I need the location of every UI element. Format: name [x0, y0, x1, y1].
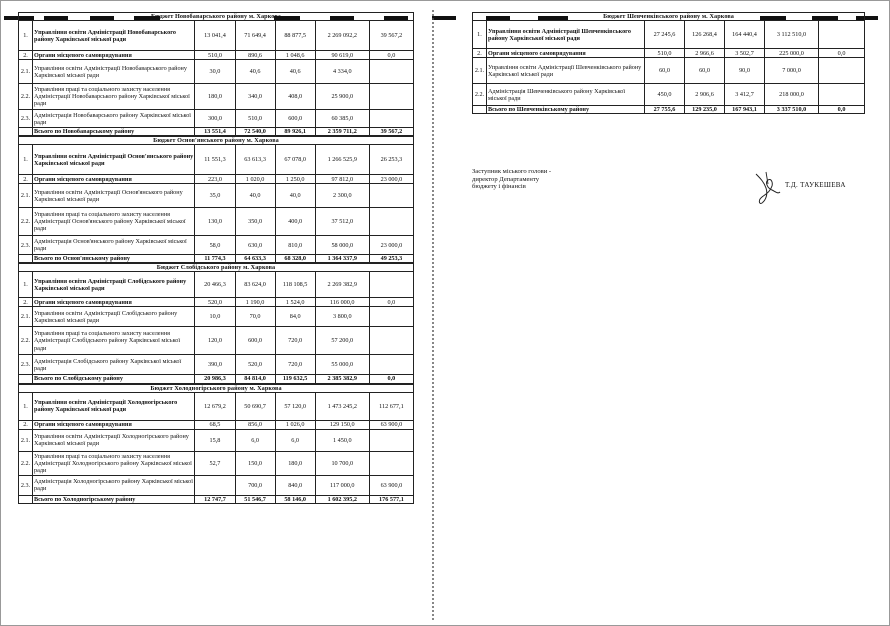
row-value-v4: 218 000,0	[765, 84, 819, 106]
row-value-v4: 117 000,0	[315, 475, 369, 495]
total-value-v5: 176 577,1	[369, 495, 413, 503]
row-value-v1: 450,0	[645, 84, 685, 106]
table-row	[19, 84, 414, 110]
row-value-v4: 2 269 382,9	[315, 272, 369, 298]
row-description: Адміністрація Основ'янського району Харківської міської ради	[33, 236, 195, 255]
budget-table	[18, 263, 414, 383]
position-line: бюджету і фінансів	[472, 183, 526, 191]
row-value-v2: 520,0	[235, 355, 275, 375]
left-page-tables	[18, 12, 414, 504]
total-value-v2: 72 540,0	[235, 128, 275, 136]
total-value-v1: 11 774,3	[195, 255, 235, 263]
row-number: 1.	[473, 21, 487, 49]
row-value-v3: 40,6	[275, 60, 315, 84]
row-value-v1	[195, 475, 235, 495]
row-value-v4: 97 812,0	[315, 175, 369, 184]
row-value-v2: 630,0	[235, 236, 275, 255]
row-description: Органи місцевого самоврядування	[33, 298, 195, 307]
signatory-name: Т.Д. ТАУКЕШЕВА	[785, 181, 846, 189]
row-value-v2: 340,0	[235, 84, 275, 110]
row-value-v3: 3 412,7	[725, 84, 765, 106]
total-number-cell	[473, 106, 487, 114]
row-number: 1.	[19, 145, 33, 175]
row-description: Управління освіти Адміністрації Холодногірського району Харківської міської ради	[33, 392, 195, 420]
total-description: Всього по Новобаварському району	[33, 128, 195, 136]
row-value-v1: 390,0	[195, 355, 235, 375]
row-value-v3: 400,0	[275, 208, 315, 236]
row-value-v1: 11 551,3	[195, 145, 235, 175]
total-value-v4: 1 364 337,9	[315, 255, 369, 263]
row-value-v5	[369, 429, 413, 451]
row-number: 2.	[19, 420, 33, 429]
row-number: 2.3.	[19, 236, 33, 255]
row-value-v3: 3 502,7	[725, 49, 765, 58]
total-value-v1: 13 551,4	[195, 128, 235, 136]
row-value-v3: 600,0	[275, 110, 315, 128]
budget-table	[18, 384, 414, 504]
row-value-v5: 112 677,1	[369, 392, 413, 420]
row-value-v5	[369, 307, 413, 327]
total-value-v2: 51 546,7	[235, 495, 275, 503]
signatory-position	[472, 168, 622, 191]
section-title-row	[19, 137, 414, 145]
row-value-v4: 1 473 245,2	[315, 392, 369, 420]
row-value-v3: 90,0	[725, 58, 765, 84]
row-description: Управління освіти Адміністрації Шевченківського району Харківської міської ради	[487, 58, 645, 84]
row-value-v3: 840,0	[275, 475, 315, 495]
total-value-v5: 39 567,2	[369, 128, 413, 136]
row-value-v1: 180,0	[195, 84, 235, 110]
row-value-v4: 3 112 510,0	[765, 21, 819, 49]
row-value-v5	[369, 327, 413, 355]
section-title-row	[19, 264, 414, 272]
row-value-v1: 120,0	[195, 327, 235, 355]
table-row	[19, 298, 414, 307]
row-value-v5	[819, 21, 865, 49]
row-value-v3: 164 440,4	[725, 21, 765, 49]
row-description: Органи місцевого самоврядування	[33, 51, 195, 60]
table-row	[19, 208, 414, 236]
budget-table	[18, 12, 414, 136]
row-value-v4: 7 000,0	[765, 58, 819, 84]
total-value-v3: 68 328,0	[275, 255, 315, 263]
row-value-v2: 150,0	[235, 451, 275, 475]
row-number: 2.2.	[19, 451, 33, 475]
row-value-v4: 37 512,0	[315, 208, 369, 236]
row-value-v5	[819, 58, 865, 84]
total-number-cell	[19, 128, 33, 136]
total-value-v4: 1 602 395,2	[315, 495, 369, 503]
row-description: Адміністрація Новобаварського району Харківської міської ради	[33, 110, 195, 128]
row-value-v4: 1 450,0	[315, 429, 369, 451]
total-row	[473, 106, 865, 114]
row-value-v4: 25 900,0	[315, 84, 369, 110]
row-description: Адміністрація Холодногірського району Харківської міської ради	[33, 475, 195, 495]
row-value-v2: 70,0	[235, 307, 275, 327]
row-value-v3: 1 524,0	[275, 298, 315, 307]
total-row	[19, 255, 414, 263]
table-row	[19, 420, 414, 429]
table-row	[19, 429, 414, 451]
total-number-cell	[19, 255, 33, 263]
total-number-cell	[19, 495, 33, 503]
row-value-v1: 52,7	[195, 451, 235, 475]
row-number: 2.1.	[19, 307, 33, 327]
row-value-v3: 6,0	[275, 429, 315, 451]
row-number: 2.2.	[19, 84, 33, 110]
row-value-v2: 63 613,3	[235, 145, 275, 175]
total-description: Всього по Основ'янському району	[33, 255, 195, 263]
total-value-v3: 89 926,1	[275, 128, 315, 136]
row-description: Органи місцевого самоврядування	[487, 49, 645, 58]
table-row	[473, 58, 865, 84]
total-value-v3: 167 943,1	[725, 106, 765, 114]
table-row	[473, 49, 865, 58]
total-value-v4: 2 359 711,2	[315, 128, 369, 136]
row-value-v4: 2 300,0	[315, 184, 369, 208]
row-value-v3: 67 078,0	[275, 145, 315, 175]
row-value-v2: 71 649,4	[235, 21, 275, 51]
row-value-v4: 2 269 092,2	[315, 21, 369, 51]
row-value-v3: 720,0	[275, 327, 315, 355]
row-number: 1.	[19, 21, 33, 51]
row-value-v5	[369, 208, 413, 236]
table-row	[19, 451, 414, 475]
row-value-v2: 700,0	[235, 475, 275, 495]
table-row	[19, 272, 414, 298]
row-value-v2: 83 624,0	[235, 272, 275, 298]
row-number: 2.2.	[473, 84, 487, 106]
budget-table	[472, 12, 865, 114]
total-number-cell	[19, 375, 33, 383]
row-value-v5: 0,0	[369, 298, 413, 307]
row-value-v3: 118 108,5	[275, 272, 315, 298]
row-value-v3: 408,0	[275, 84, 315, 110]
row-value-v3: 88 877,5	[275, 21, 315, 51]
row-description: Управління праці та соціального захисту населення Адміністрації Слобідського району Харківської міської ради	[33, 327, 195, 355]
row-description: Управління освіти Адміністрації Основ'янського району Харківської міської ради	[33, 184, 195, 208]
row-value-v5: 23 000,0	[369, 175, 413, 184]
handwritten-signature	[750, 170, 784, 206]
total-value-v1: 12 747,7	[195, 495, 235, 503]
table-row	[473, 84, 865, 106]
total-description: Всього по Слобідському району	[33, 375, 195, 383]
row-value-v4: 55 000,0	[315, 355, 369, 375]
row-value-v3: 1 026,0	[275, 420, 315, 429]
row-value-v4: 4 334,0	[315, 60, 369, 84]
row-number: 2.2.	[19, 327, 33, 355]
row-number: 2.2.	[19, 208, 33, 236]
row-value-v1: 223,0	[195, 175, 235, 184]
row-value-v4: 129 150,0	[315, 420, 369, 429]
row-value-v2: 50 690,7	[235, 392, 275, 420]
row-number: 2.	[473, 49, 487, 58]
table-row	[19, 60, 414, 84]
row-value-v5	[369, 355, 413, 375]
total-value-v2: 129 235,0	[685, 106, 725, 114]
row-value-v3: 84,0	[275, 307, 315, 327]
row-description: Управління освіти Адміністрації Слобідського району Харківської міської ради	[33, 272, 195, 298]
table-row	[19, 175, 414, 184]
row-value-v5	[369, 84, 413, 110]
row-value-v1: 68,5	[195, 420, 235, 429]
row-value-v4: 3 800,0	[315, 307, 369, 327]
budget-table	[18, 136, 414, 263]
row-value-v5: 26 253,3	[369, 145, 413, 175]
row-number: 2.	[19, 175, 33, 184]
row-value-v1: 27 245,6	[645, 21, 685, 49]
row-value-v1: 60,0	[645, 58, 685, 84]
row-value-v4: 58 000,0	[315, 236, 369, 255]
row-description: Управління освіти Адміністрації Основ'янського району Харківської міської ради	[33, 145, 195, 175]
table-row	[473, 21, 865, 49]
row-value-v5: 63 900,0	[369, 475, 413, 495]
section-title-row	[473, 13, 865, 21]
row-value-v2: 126 268,4	[685, 21, 725, 49]
row-description: Управління праці та соціального захисту населення Адміністрації Основ'янського району Харківської міської ради	[33, 208, 195, 236]
section-title: Бюджет Новобаварського району м. Харкова	[19, 13, 414, 21]
position-line: директор Департаменту	[472, 175, 540, 183]
row-value-v3: 180,0	[275, 451, 315, 475]
row-value-v5	[369, 272, 413, 298]
row-number: 2.	[19, 51, 33, 60]
table-row	[19, 51, 414, 60]
table-row	[19, 21, 414, 51]
row-value-v1: 510,0	[645, 49, 685, 58]
row-number: 2.3.	[19, 355, 33, 375]
section-title: Бюджет Шевченківського району м. Харкова	[473, 13, 865, 21]
row-number: 2.1.	[19, 184, 33, 208]
row-value-v2: 2 966,6	[685, 49, 725, 58]
row-value-v2: 890,6	[235, 51, 275, 60]
row-value-v3: 1 048,6	[275, 51, 315, 60]
row-value-v2: 40,6	[235, 60, 275, 84]
total-value-v1: 27 755,6	[645, 106, 685, 114]
row-value-v1: 15,8	[195, 429, 235, 451]
row-number: 2.1.	[473, 58, 487, 84]
row-value-v3: 57 120,0	[275, 392, 315, 420]
row-description: Адміністрація Шевченківського району Харківської міської ради	[487, 84, 645, 106]
row-description: Управління праці та соціального захисту населення Адміністрації Холодногірського району Харківської міської ради	[33, 451, 195, 475]
row-value-v5: 0,0	[819, 49, 865, 58]
row-value-v1: 58,0	[195, 236, 235, 255]
table-row	[19, 475, 414, 495]
row-number: 1.	[19, 272, 33, 298]
row-value-v5: 0,0	[369, 51, 413, 60]
total-description: Всього по Холодногірському району	[33, 495, 195, 503]
section-title: Бюджет Слобідського району м. Харкова	[19, 264, 414, 272]
total-row	[19, 128, 414, 136]
row-value-v1: 10,0	[195, 307, 235, 327]
table-row	[19, 392, 414, 420]
row-number: 2.1.	[19, 60, 33, 84]
row-value-v1: 510,0	[195, 51, 235, 60]
row-value-v5	[369, 60, 413, 84]
row-value-v2: 1 190,0	[235, 298, 275, 307]
row-number: 2.3.	[19, 110, 33, 128]
row-value-v4: 57 200,0	[315, 327, 369, 355]
section-title: Бюджет Основ'янського району м. Харкова	[19, 137, 414, 145]
table-row	[19, 110, 414, 128]
total-value-v4: 2 385 382,9	[315, 375, 369, 383]
row-value-v2: 60,0	[685, 58, 725, 84]
table-row	[19, 307, 414, 327]
row-value-v1: 13 041,4	[195, 21, 235, 51]
row-description: Управління праці та соціального захисту населення Адміністрації Новобаварського району Харківської міської ради	[33, 84, 195, 110]
row-value-v4: 90 619,0	[315, 51, 369, 60]
row-value-v4: 225 000,0	[765, 49, 819, 58]
row-number: 2.3.	[19, 475, 33, 495]
row-value-v1: 30,0	[195, 60, 235, 84]
row-description: Управління освіти Адміністрації Новобаварського району Харківської міської ради	[33, 60, 195, 84]
row-value-v1: 12 679,2	[195, 392, 235, 420]
row-value-v1: 130,0	[195, 208, 235, 236]
row-value-v5	[369, 451, 413, 475]
row-description: Управління освіти Адміністрації Холодногірського району Харківської міської ради	[33, 429, 195, 451]
row-number: 2.	[19, 298, 33, 307]
total-row	[19, 375, 414, 383]
row-value-v5	[369, 110, 413, 128]
row-value-v3: 810,0	[275, 236, 315, 255]
row-value-v3: 40,0	[275, 184, 315, 208]
row-value-v2: 40,0	[235, 184, 275, 208]
row-value-v3: 1 250,0	[275, 175, 315, 184]
table-row	[19, 184, 414, 208]
row-value-v1: 35,0	[195, 184, 235, 208]
row-description: Управління освіти Адміністрації Шевченківського району Харківської міської ради	[487, 21, 645, 49]
row-description: Органи місцевого самоврядування	[33, 175, 195, 184]
total-value-v5: 0,0	[819, 106, 865, 114]
position-line: Заступник міського голови -	[472, 168, 552, 175]
row-number: 2.1.	[19, 429, 33, 451]
row-value-v3: 720,0	[275, 355, 315, 375]
total-value-v3: 119 632,5	[275, 375, 315, 383]
row-value-v5: 63 900,0	[369, 420, 413, 429]
table-row	[19, 236, 414, 255]
section-title: Бюджет Холодногірського району м. Харкова	[19, 384, 414, 392]
row-value-v2: 6,0	[235, 429, 275, 451]
section-title-row	[19, 13, 414, 21]
table-row	[19, 327, 414, 355]
row-value-v1: 520,0	[195, 298, 235, 307]
total-value-v2: 84 814,0	[235, 375, 275, 383]
row-value-v4: 1 266 525,9	[315, 145, 369, 175]
row-value-v2: 600,0	[235, 327, 275, 355]
right-page-tables	[472, 12, 864, 114]
row-value-v5: 23 000,0	[369, 236, 413, 255]
row-value-v4: 60 385,0	[315, 110, 369, 128]
total-value-v1: 20 986,3	[195, 375, 235, 383]
row-value-v1: 20 466,3	[195, 272, 235, 298]
page-fold-line	[432, 10, 437, 620]
row-description: Адміністрація Слобідського району Харківської міської ради	[33, 355, 195, 375]
table-row	[19, 355, 414, 375]
row-value-v5	[369, 184, 413, 208]
total-value-v2: 64 633,3	[235, 255, 275, 263]
total-row	[19, 495, 414, 503]
row-value-v5: 39 567,2	[369, 21, 413, 51]
row-value-v2: 350,0	[235, 208, 275, 236]
section-title-row	[19, 384, 414, 392]
row-value-v4: 116 000,0	[315, 298, 369, 307]
total-description: Всього по Шевченківському району	[487, 106, 645, 114]
row-value-v2: 510,0	[235, 110, 275, 128]
row-number: 1.	[19, 392, 33, 420]
row-description: Органи місцевого самоврядування	[33, 420, 195, 429]
row-value-v2: 856,0	[235, 420, 275, 429]
table-row	[19, 145, 414, 175]
total-value-v5: 49 253,3	[369, 255, 413, 263]
row-value-v2: 2 906,6	[685, 84, 725, 106]
row-value-v4: 10 700,0	[315, 451, 369, 475]
row-value-v5	[819, 84, 865, 106]
row-value-v1: 300,0	[195, 110, 235, 128]
total-value-v4: 3 337 510,0	[765, 106, 819, 114]
total-value-v5: 0,0	[369, 375, 413, 383]
row-description: Управління освіти Адміністрації Слобідського району Харківської міської ради	[33, 307, 195, 327]
total-value-v3: 58 146,0	[275, 495, 315, 503]
row-value-v2: 1 020,0	[235, 175, 275, 184]
row-description: Управління освіти Адміністрації Новобаварського району Харківської міської ради	[33, 21, 195, 51]
